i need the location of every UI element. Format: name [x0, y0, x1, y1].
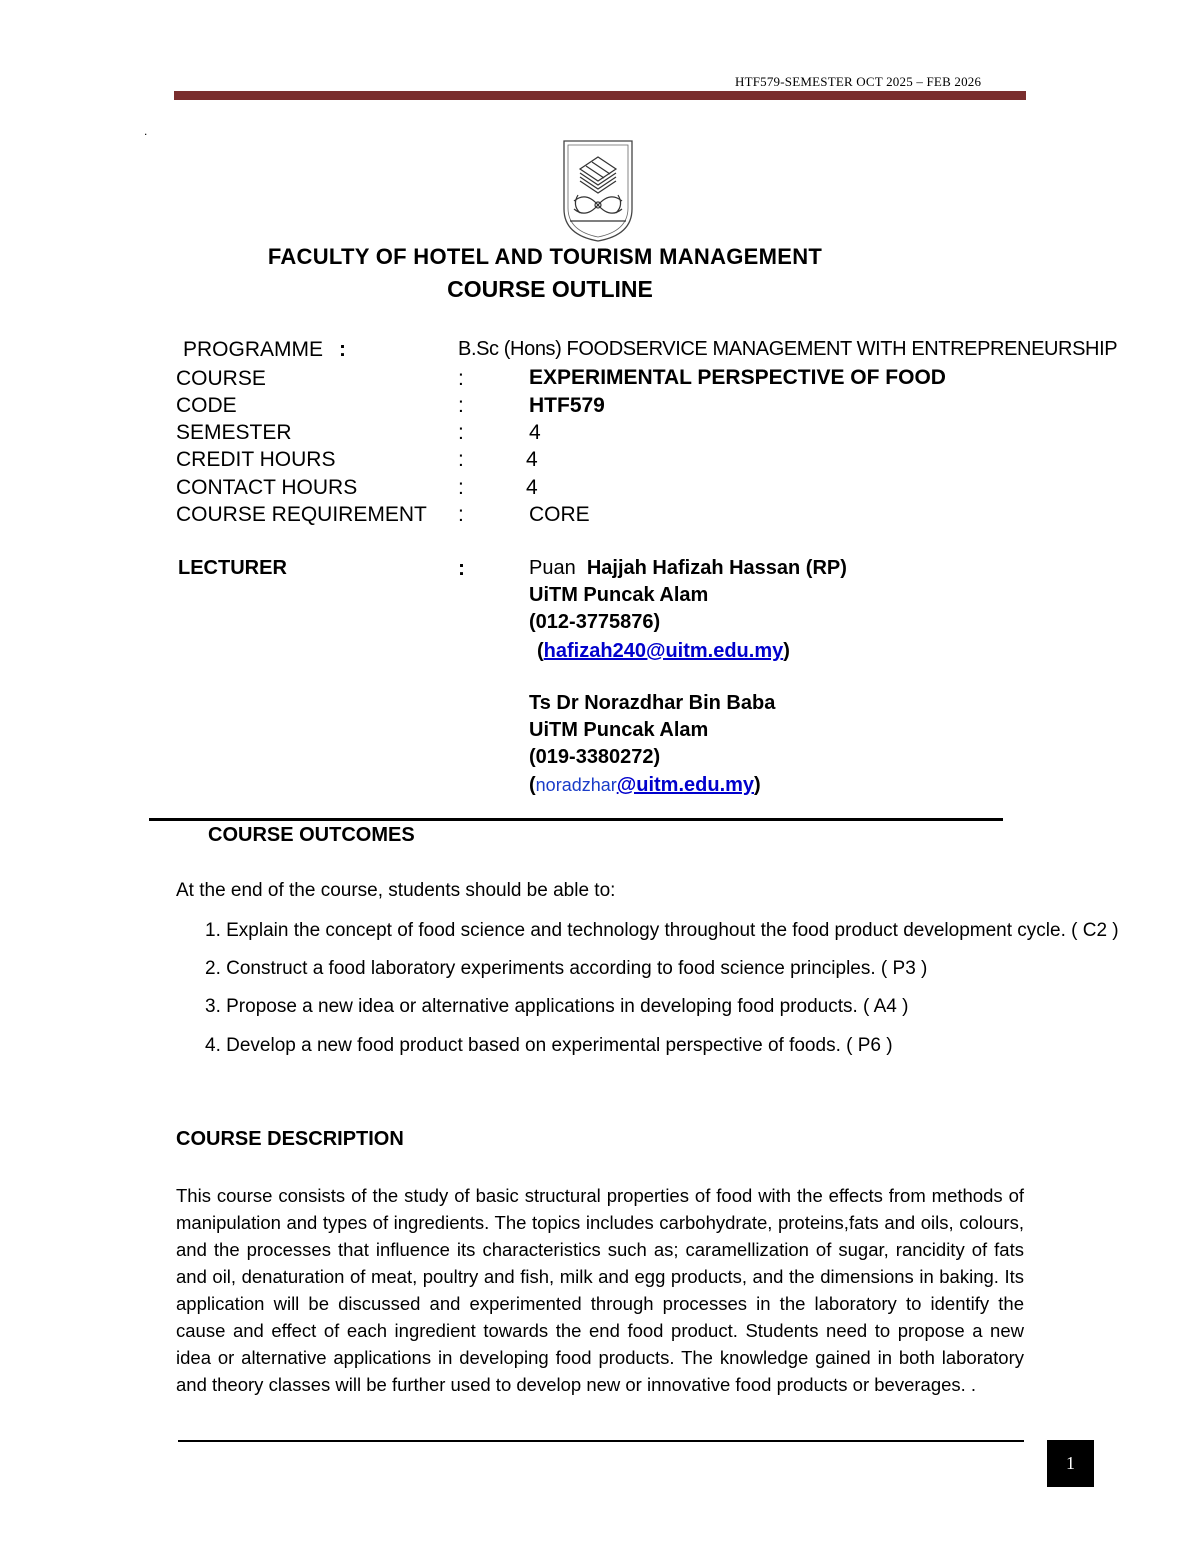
lecturer-2-email-user[interactable]: noradzhar — [535, 775, 617, 795]
lecturer-1-name: Hajjah Hafizah Hassan (RP) — [586, 557, 847, 579]
lecturer-1-title: Puan — [529, 557, 576, 579]
outcome-item: 3. Propose a new idea or alternative applications in developing food products. ( A4 ) — [205, 996, 909, 1017]
course-requirement-value: CORE — [529, 503, 590, 526]
outcome-item: 2. Construct a food laboratory experiments according to food science principles. ( P3 ) — [205, 958, 928, 979]
credit-hours-colon: : — [458, 448, 464, 471]
lecturer-1-email-link[interactable]: hafizah240@uitm.edu.my — [543, 640, 784, 662]
lecturer-2-email-line: (noradzhar@uitm.edu.my) — [529, 774, 761, 796]
semester-value: 4 — [529, 421, 541, 444]
course-requirement-label: COURSE REQUIREMENT — [176, 503, 427, 526]
section-divider-bottom — [178, 1440, 1024, 1442]
course-description-text: This course consists of the study of basic structural properties of food with the effects from methods of manipulation and types of ingredients. The topics includes carbohydrate, proteins,fats and oils, colours, and the processes that influence its characteristics such as; caramellization of sugar, rancidity of fats and oil, denaturation of meat, poultry and fish, milk and egg products, and the dimensions in baking. Its application will be discussed and experimented through processes in the laboratory to identify the cause and effect of each ingredient towards the end food product. Students need to propose a new idea or alternative applications in developing food products. The knowledge gained in both laboratory and theory classes will be further used to develop new or innovative food products or beverages. . — [176, 1185, 1024, 1395]
course-outcomes-heading: COURSE OUTCOMES — [208, 824, 415, 846]
lecturer-1-name-line — [529, 557, 847, 580]
code-label: CODE — [176, 394, 237, 417]
stray-dot: . — [144, 124, 148, 138]
programme-colon: : — [339, 338, 346, 361]
contact-hours-label: CONTACT HOURS — [176, 476, 358, 499]
lecturer-1-email-line: (hafizah240@uitm.edu.my) — [537, 640, 790, 662]
lecturer-1-campus: UiTM Puncak Alam — [529, 584, 709, 606]
document-title: COURSE OUTLINE — [447, 276, 653, 302]
semester-label: SEMESTER — [176, 421, 292, 444]
lecturer-1-phone: (012-3775876) — [529, 611, 661, 633]
course-label: COURSE — [176, 367, 266, 390]
faculty-name: FACULTY OF HOTEL AND TOURISM MANAGEMENT — [267, 244, 823, 269]
credit-hours-label: CREDIT HOURS — [176, 448, 336, 471]
outcome-item: 1. Explain the concept of food science and technology throughout the food product development cycle. ( C2 ) — [205, 920, 1119, 941]
contact-hours-value: 4 — [526, 476, 538, 499]
programme-value: B.Sc (Hons) FOODSERVICE MANAGEMENT WITH ENTREPRENEURSHIP — [458, 338, 1118, 360]
running-header: HTF579-SEMESTER OCT 2025 – FEB 2026 — [735, 74, 982, 89]
page-number: 1 — [1047, 1440, 1094, 1487]
contact-hours-colon: : — [458, 476, 464, 499]
course-value: EXPERIMENTAL PERSPECTIVE OF FOOD — [529, 366, 946, 389]
code-colon: : — [458, 394, 464, 417]
lecturer-label: LECTURER — [178, 557, 287, 579]
outcome-item: 4. Develop a new food product based on experimental perspective of foods. ( P6 ) — [205, 1035, 893, 1056]
header-bar — [174, 91, 1026, 100]
course-outcomes-intro: At the end of the course, students should be able to: — [176, 880, 616, 901]
code-value: HTF579 — [529, 394, 605, 417]
course-colon: : — [458, 367, 464, 390]
credit-hours-value: 4 — [526, 448, 538, 471]
course-description-heading: COURSE DESCRIPTION — [176, 1128, 404, 1150]
programme-label: PROGRAMME — [183, 338, 324, 361]
university-crest-logo — [556, 139, 640, 243]
section-divider-top — [149, 818, 1003, 821]
lecturer-2-phone: (019-3380272) — [529, 746, 661, 768]
lecturer-2-campus: UiTM Puncak Alam — [529, 719, 709, 741]
lecturer-2-name: Ts Dr Norazdhar Bin Baba — [529, 692, 776, 714]
course-requirement-colon: : — [458, 503, 464, 526]
lecturer-colon: : — [458, 557, 465, 580]
lecturer-2-email-link[interactable]: @uitm.edu.my — [616, 774, 755, 796]
semester-colon: : — [458, 421, 464, 444]
